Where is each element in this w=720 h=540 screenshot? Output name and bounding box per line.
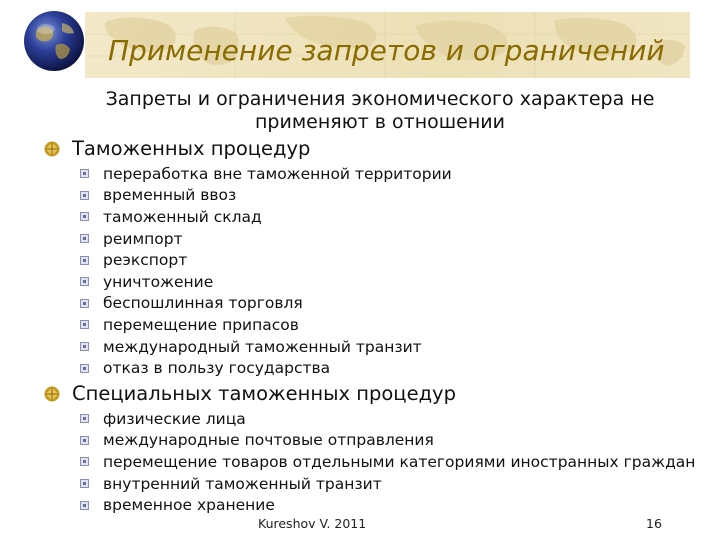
- list-item: таможенный склад: [80, 206, 452, 228]
- square-bullet-icon: [80, 256, 89, 265]
- list-item: международный таможенный транзит: [80, 336, 452, 358]
- list-item: временное хранение: [80, 494, 695, 516]
- list-item: физические лица: [80, 408, 695, 430]
- list-item: внутренний таможенный транзит: [80, 473, 695, 495]
- square-bullet-icon: [80, 169, 89, 178]
- section-heading-text: Специальных таможенных процедур: [72, 382, 456, 405]
- square-bullet-icon: [80, 342, 89, 351]
- list-item: перемещение припасов: [80, 314, 452, 336]
- list-item: переработка вне таможенной территории: [80, 163, 452, 185]
- list-item: международные почтовые отправления: [80, 430, 695, 452]
- slide-title: Применение запретов и ограничений: [108, 34, 665, 67]
- list-item: перемещение товаров отдельными категориями иностранных граждан: [80, 451, 695, 473]
- section-heading-customs-procedures: [44, 137, 310, 160]
- intro-text: Запреты и ограничения экономического характера не применяют в отношении: [105, 88, 655, 133]
- diamond-bullet-icon: [44, 386, 60, 402]
- footer-author: Kureshov V. 2011: [258, 516, 367, 531]
- square-bullet-icon: [80, 191, 89, 200]
- square-bullet-icon: [80, 501, 89, 510]
- square-bullet-icon: [80, 320, 89, 329]
- customs-procedures-list: [80, 163, 452, 379]
- page-number: 16: [646, 516, 662, 531]
- square-bullet-icon: [80, 277, 89, 286]
- globe-icon: [22, 9, 86, 73]
- square-bullet-icon: [80, 212, 89, 221]
- square-bullet-icon: [80, 436, 89, 445]
- list-item: отказ в пользу государства: [80, 357, 452, 379]
- list-item: временный ввоз: [80, 185, 452, 207]
- diamond-bullet-icon: [44, 141, 60, 157]
- square-bullet-icon: [80, 479, 89, 488]
- square-bullet-icon: [80, 457, 89, 466]
- special-procedures-list: [80, 408, 695, 516]
- list-item: уничтожение: [80, 271, 452, 293]
- list-item: реэкспорт: [80, 249, 452, 271]
- square-bullet-icon: [80, 299, 89, 308]
- section-heading-special-procedures: [44, 382, 456, 405]
- square-bullet-icon: [80, 414, 89, 423]
- list-item: беспошлинная торговля: [80, 293, 452, 315]
- list-item: реимпорт: [80, 228, 452, 250]
- square-bullet-icon: [80, 364, 89, 373]
- section-heading-text: Таможенных процедур: [72, 137, 311, 160]
- square-bullet-icon: [80, 234, 89, 243]
